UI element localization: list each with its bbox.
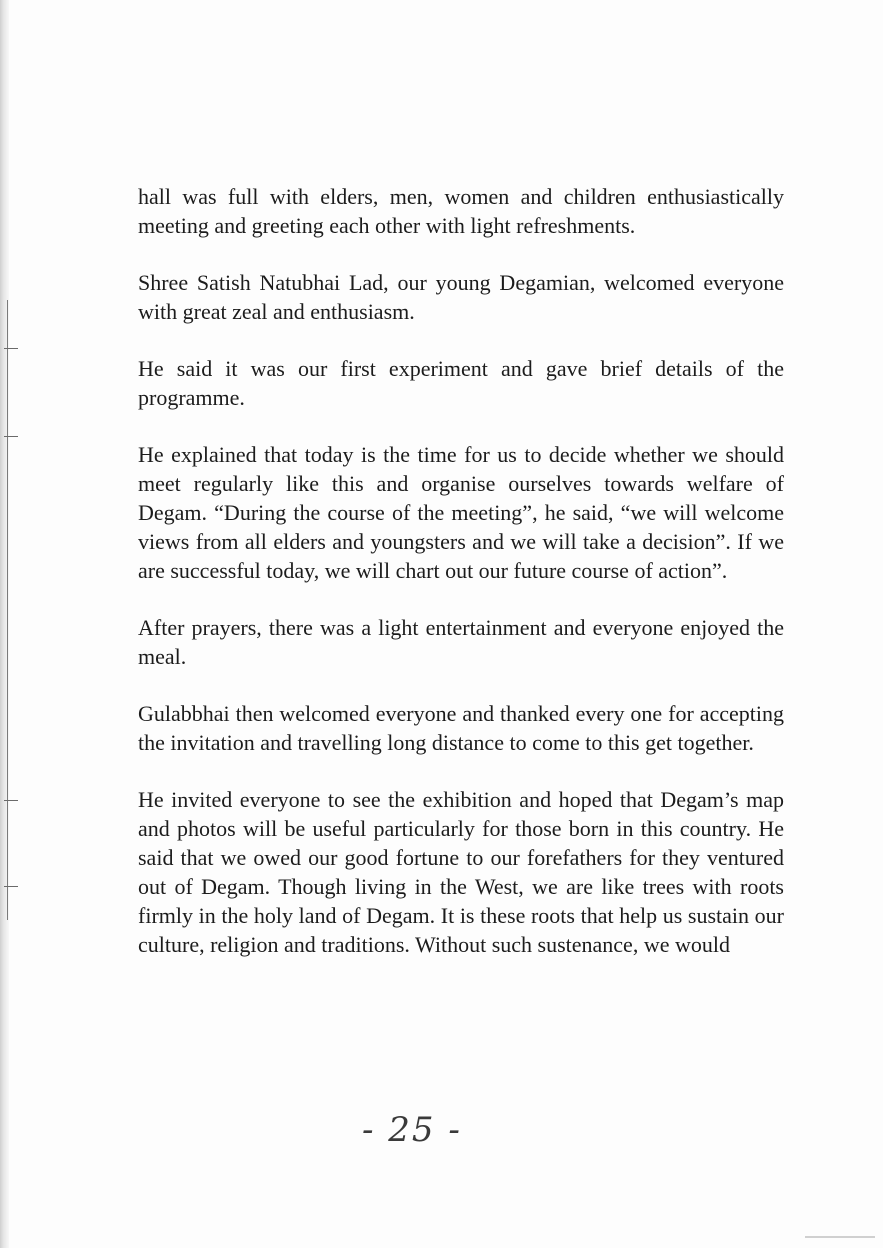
paragraph: Gulabbhai then welcomed everyone and thanked every one for accepting the invitation and travelling long distance to come to this get together. — [138, 701, 784, 755]
paragraph: He said it was our first experiment and gave brief details of the programme. — [138, 356, 784, 410]
binder-tick-mark — [4, 886, 18, 887]
page-number: - 25 - — [362, 1110, 462, 1150]
paragraph: Shree Satish Natubhai Lad, our young Degamian, welcomed everyone with great zeal and enthusiasm. — [138, 270, 784, 324]
binder-tick-mark — [4, 436, 18, 437]
binder-tick-mark — [4, 800, 18, 801]
paragraph: After prayers, there was a light entertainment and everyone enjoyed the meal. — [138, 615, 784, 669]
binder-tick-mark — [4, 348, 18, 349]
body-text — [138, 182, 784, 959]
paragraph: hall was full with elders, men, women and children enthusiastically meeting and greeting each other with light refreshments. — [138, 184, 784, 238]
paragraph: He invited everyone to see the exhibition and hoped that Degam’s map and photos will be useful particularly for those born in this country. He said that we owed our good fortune to our forefathers for they ventured out of Degam. Though living in the West, we are like trees with roots firmly in the holy land of Degam. It is these roots that help us sustain our culture, religion and traditions. Without such sustenance, we would — [138, 787, 784, 957]
scan-smudge — [805, 1236, 875, 1238]
paragraph: He explained that today is the time for us to decide whether we should meet regularly like this and organise ourselves towards welfare of Degam. “During the course of the meeting”, he said, “we will welcome views from all elders and youngsters and we will take a decision”. If we are successful today, we will chart out our future course of action”. — [138, 442, 784, 583]
binder-margin-line — [7, 300, 8, 920]
